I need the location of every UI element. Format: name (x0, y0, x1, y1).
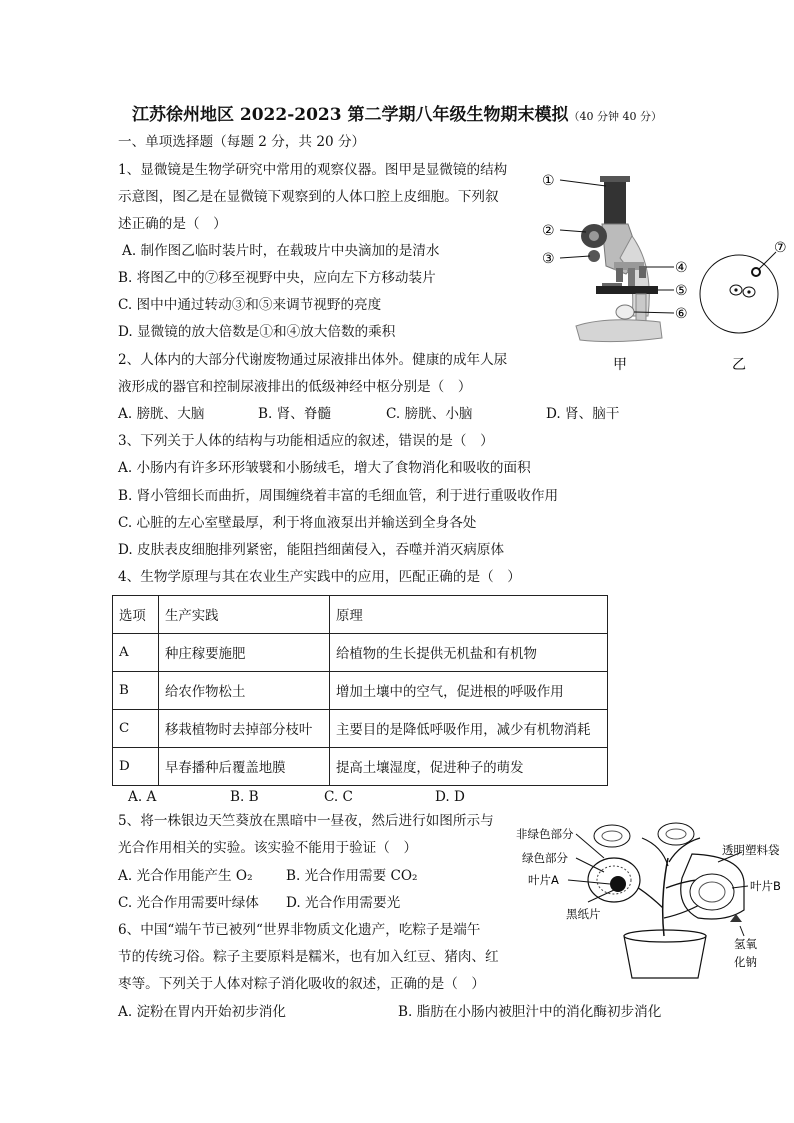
table-cell: 给植物的生长提供无机盐和有机物 (330, 634, 608, 672)
base (576, 320, 662, 342)
leaf (594, 825, 630, 847)
q3-option-d: D. 皮肤表皮细胞排列紧密，能阻挡细菌侵入，吞噬并消灭病原体 (118, 542, 505, 558)
title-main: 江苏徐州地区 2022-2023 第二学期八年级生物期末模拟 (131, 105, 569, 125)
label-4: ④ (675, 260, 688, 276)
label-6: ⑥ (675, 306, 688, 322)
table-cell: 移栽植物时去掉部分枝叶 (159, 710, 330, 748)
table-header-cell: 原理 (330, 596, 608, 634)
q5-stem-line-2: 光合作用相关的实验。该实验不能用于验证（ ） (118, 840, 418, 856)
leaf (658, 823, 694, 845)
plant-experiment-figure (512, 818, 792, 990)
page-title (0, 100, 794, 125)
table-header-row (113, 596, 608, 634)
label-leaf-a: 叶片A (528, 873, 559, 887)
table-cell: 早春播种后覆盖地膜 (159, 748, 330, 786)
table-cell: D (113, 748, 159, 786)
q4-option-d: D. D (435, 789, 465, 805)
q1-stem-line-1: 1、显微镜是生物学研究中常用的观察仪器。图甲是显微镜的结构 (118, 162, 508, 178)
q1-stem-line-3: 述正确的是（ ） (118, 216, 227, 232)
q2-option-c: C. 膀胱、小脑 (386, 406, 473, 422)
table-cell: B (113, 672, 159, 710)
table-cell: 提高土壤湿度，促进种子的萌发 (330, 748, 608, 786)
q2-stem-line-2: 液形成的器官和控制尿液排出的低级神经中枢分别是（ ） (118, 379, 472, 395)
q2-option-a: A. 膀胱、大脑 (118, 406, 205, 422)
label-7: ⑦ (774, 240, 787, 256)
table-cell: 给农作物松土 (159, 672, 330, 710)
q2-option-b: B. 肾、脊髓 (258, 406, 332, 422)
table-cell: 种庄稼要施肥 (159, 634, 330, 672)
q3-option-c: C. 心脏的左心室壁最厚，利于将血液泵出并输送到全身各处 (118, 515, 477, 531)
q4-table (112, 595, 608, 786)
table-row (113, 634, 608, 672)
label-non-green-part: 非绿色部分 (516, 827, 574, 841)
q2-option-d: D. 肾、脑干 (546, 406, 620, 422)
table-row (113, 672, 608, 710)
label-plastic-bag: 透明塑料袋 (722, 843, 780, 857)
q5-option-c: C. 光合作用需要叶绿体 (118, 895, 259, 911)
q5-stem-line-1: 5、将一株银边天竺葵放在黑暗中一昼夜，然后进行如图所示与 (118, 813, 494, 829)
q1-option-c: C. 图中中通过转动③和⑤来调节视野的亮度 (118, 297, 382, 313)
q2-stem-line-1: 2、人体内的大部分代谢废物通过尿液排出体外。健康的成年人尿 (118, 352, 508, 368)
q6-stem-line-3: 枣等。下列关于人体对粽子消化吸收的叙述，正确的是（ ） (118, 976, 486, 992)
q1-option-a: A. 制作图乙临时装片时，在载玻片中央滴加的是清水 (122, 243, 440, 259)
label-naoh-2: 化钠 (734, 955, 757, 969)
q4-option-b: B. B (230, 789, 259, 805)
q6-stem-line-1: 6、中国“端午节已被列“世界非物质文化遗产，吃粽子是端午 (118, 922, 481, 938)
q1-option-b: B. 将图乙中的⑦移至视野中央，应向左下方移动装片 (118, 270, 436, 286)
caption-jia: 甲 (613, 357, 627, 373)
table-cell: 主要目的是降低呼吸作用，减少有机物消耗 (330, 710, 608, 748)
cell-7 (752, 268, 760, 276)
sodium-hydroxide-dish (730, 914, 742, 922)
mirror (616, 305, 634, 319)
microscope-figure (536, 166, 794, 376)
table-cell: C (113, 710, 159, 748)
q5-option-b: B. 光合作用需要 CO₂ (286, 868, 418, 884)
label-green-part: 绿色部分 (522, 851, 568, 865)
q3-option-a: A. 小肠内有许多环形皱襞和小肠绒毛，增大了食物消化和吸收的面积 (118, 460, 531, 476)
label-3: ③ (542, 251, 555, 267)
black-paper (610, 876, 626, 892)
q3-option-b: B. 肾小管细长而曲折，周围缠绕着丰富的毛细血管，利于进行重吸收作用 (118, 488, 559, 504)
q5-option-d: D. 光合作用需要光 (286, 895, 401, 911)
label-5: ⑤ (675, 283, 688, 299)
q1-stem-line-2: 示意图，图乙是在显微镜下观察到的人体口腔上皮细胞。下列叙 (118, 189, 499, 205)
label-leaf-b: 叶片B (750, 879, 781, 893)
objective-lens (616, 268, 623, 282)
q6-option-b: B. 脂肪在小肠内被胆汁中的消化酶初步消化 (398, 1004, 662, 1020)
table-cell: 增加土壤中的空气，促进根的呼吸作用 (330, 672, 608, 710)
stage (596, 286, 658, 294)
table-header-cell: 选项 (113, 596, 159, 634)
q5-option-a: A. 光合作用能产生 O₂ (118, 868, 253, 884)
table-row (113, 710, 608, 748)
label-2: ② (542, 223, 555, 239)
label-1: ① (542, 173, 555, 189)
q3-stem: 3、下列关于人体的结构与功能相适应的叙述，错误的是（ ） (118, 433, 494, 449)
title-sub: （40 分钟 40 分） (568, 110, 662, 123)
q6-stem-line-2: 节的传统习俗。粽子主要原料是糯米，也有加入红豆、猪肉、红 (118, 949, 499, 965)
q4-option-a: A. A (128, 789, 157, 805)
table-cell: A (113, 634, 159, 672)
q1-option-d: D. 显微镜的放大倍数是①和④放大倍数的乘积 (118, 324, 396, 340)
label-black-paper: 黑纸片 (566, 907, 601, 921)
eyepiece (604, 178, 626, 226)
q4-stem: 4、生物学原理与其在农业生产实践中的应用，匹配正确的是（ ） (118, 569, 521, 585)
table-row (113, 748, 608, 786)
q4-option-c: C. C (324, 789, 353, 805)
caption-yi: 乙 (732, 357, 746, 373)
table-header-cell: 生产实践 (159, 596, 330, 634)
leaf-b (690, 874, 734, 910)
label-naoh-1: 氢氧 (734, 937, 757, 951)
section-heading: 一、单项选择题（每题 2 分，共 20 分） (118, 134, 366, 150)
q6-option-a: A. 淀粉在胃内开始初步消化 (118, 1004, 286, 1020)
